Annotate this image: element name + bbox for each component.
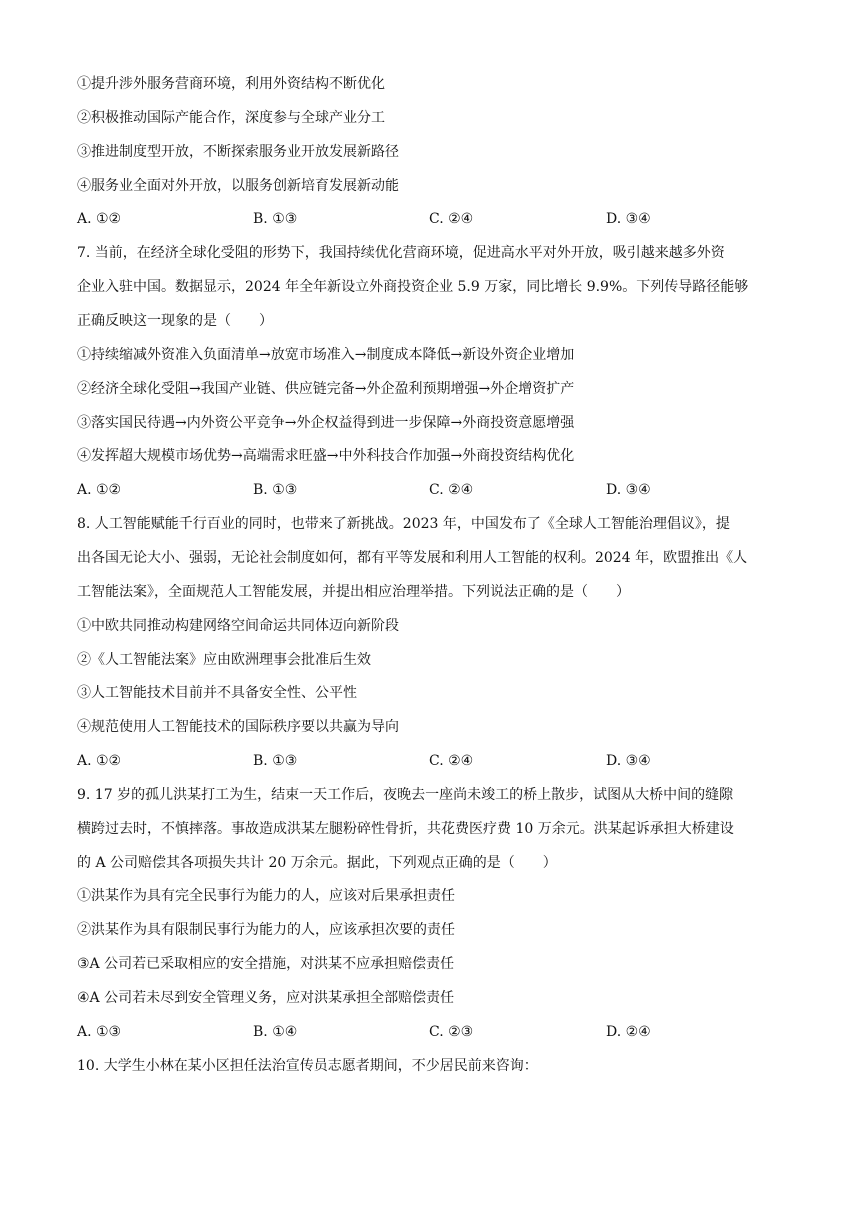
q9-option-c[interactable]: C. ②③ [429, 1024, 474, 1040]
q6-option-d[interactable]: D. ③④ [606, 211, 651, 227]
q8-item-2: ②《人工智能法案》应由欧洲理事会批准后生效 [77, 652, 371, 668]
q6-item-2: ②积极推动国际产能合作，深度参与全球产业分工 [77, 110, 385, 126]
q8-option-a[interactable]: A. ①② [77, 753, 122, 769]
q7-item-3: ③落实国民待遇→内外资公平竞争→外企权益得到进一步保障→外商投资意愿增强 [77, 415, 575, 431]
q9-option-b[interactable]: B. ①④ [253, 1024, 298, 1040]
q9-item-1: ①洪某作为具有完全民事行为能力的人，应该对后果承担责任 [77, 888, 455, 904]
q9-item-3: ③A 公司若已采取相应的安全措施，对洪某不应承担赔偿责任 [77, 956, 455, 972]
q8-item-4: ④规范使用人工智能技术的国际秩序要以共赢为导向 [77, 719, 399, 735]
q8-stem-line-2: 出各国无论大小、强弱，无论社会制度如何，都有平等发展和利用人工智能的权利。2024 年，欧盟推出《人 [77, 550, 748, 566]
q9-stem-line-2: 横跨过去时，不慎摔落。事故造成洪某左腿粉碎性骨折，共花费医疗费 10 万余元。洪某起诉承担大桥建设 [77, 821, 734, 837]
q8-option-c[interactable]: C. ②④ [429, 753, 474, 769]
q8-item-1: ①中欧共同推动构建网络空间命运共同体迈向新阶段 [77, 618, 399, 634]
q6-option-b[interactable]: B. ①③ [253, 211, 298, 227]
q8-stem-line-1: 8. 人工智能赋能千行百业的同时，也带来了新挑战。2023 年，中国发布了《全球人工智能治理倡议》，提 [77, 516, 730, 532]
q9-option-d[interactable]: D. ②④ [606, 1024, 651, 1040]
q7-option-c[interactable]: C. ②④ [429, 482, 474, 498]
q8-stem-line-3: 工智能法案》，全面规范人工智能发展，并提出相应治理举措。下列说法正确的是（ ） [77, 584, 630, 600]
q7-item-2: ②经济全球化受阻→我国产业链、供应链完备→外企盈利预期增强→外企增资扩产 [77, 381, 575, 397]
q7-stem-line-3: 正确反映这一现象的是（ ） [77, 313, 273, 329]
q6-option-c[interactable]: C. ②④ [429, 211, 474, 227]
q6-item-1: ①提升涉外服务营商环境，利用外资结构不断优化 [77, 76, 385, 92]
q9-stem-line-3: 的 A 公司赔偿其各项损失共计 20 万余元。据此，下列观点正确的是（ ） [77, 855, 557, 871]
q7-stem-line-2: 企业入驻中国。数据显示，2024 年全年新设立外商投资企业 5.9 万家，同比增长 9.9%。下列传导路径能够 [77, 279, 749, 295]
q9-item-4: ④A 公司若未尽到安全管理义务，应对洪某承担全部赔偿责任 [77, 990, 455, 1006]
q7-item-4: ④发挥超大规模市场优势→高端需求旺盛→中外科技合作加强→外商投资结构优化 [77, 448, 575, 464]
q10-stem-line-1: 10. 大学生小林在某小区担任法治宣传员志愿者期间，不少居民前来咨询： [77, 1058, 538, 1074]
q8-option-d[interactable]: D. ③④ [606, 753, 651, 769]
q9-option-a[interactable]: A. ①③ [77, 1024, 122, 1040]
q7-option-b[interactable]: B. ①③ [253, 482, 298, 498]
q7-option-a[interactable]: A. ①② [77, 482, 122, 498]
q9-item-2: ②洪某作为具有限制民事行为能力的人，应该承担次要的责任 [77, 922, 455, 938]
q9-stem-line-1: 9. 17 岁的孤儿洪某打工为生，结束一天工作后，夜晚去一座尚未竣工的桥上散步，试图从大桥中间的缝隙 [77, 787, 734, 803]
q8-option-b[interactable]: B. ①③ [253, 753, 298, 769]
q6-option-a[interactable]: A. ①② [77, 211, 122, 227]
q6-item-4: ④服务业全面对外开放，以服务创新培育发展新动能 [77, 178, 399, 194]
q7-stem-line-1: 7. 当前，在经济全球化受阻的形势下，我国持续优化营商环境，促进高水平对外开放，吸引越来越多外资 [77, 245, 725, 261]
q8-item-3: ③人工智能技术目前并不具备安全性、公平性 [77, 685, 357, 701]
q6-item-3: ③推进制度型开放，不断探索服务业开放发展新路径 [77, 144, 399, 160]
q7-item-1: ①持续缩减外资准入负面清单→放宽市场准入→制度成本降低→新设外资企业增加 [77, 347, 575, 363]
q7-option-d[interactable]: D. ③④ [606, 482, 651, 498]
